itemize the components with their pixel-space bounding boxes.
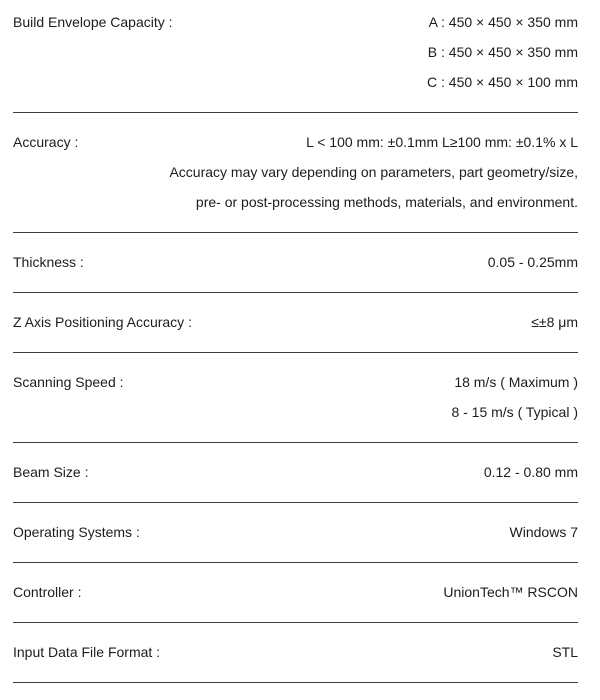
spec-values-build-envelope-capacity [173, 7, 578, 97]
spec-value-line: B : 450 × 450 × 350 mm [427, 44, 578, 60]
spec-value-line: 18 m/s ( Maximum ) [454, 374, 578, 390]
spec-value-line: UnionTech™ RSCON [443, 584, 578, 600]
spec-label-controller: Controller : [13, 584, 82, 600]
spec-value-line: L < 100 mm: ±0.1mm L≥100 mm: ±0.1% x L [306, 134, 578, 150]
spec-row-controller [13, 563, 578, 623]
spec-value-line: STL [552, 644, 578, 660]
spec-row-thickness [13, 233, 578, 293]
spec-values-scanning-speed [124, 367, 578, 427]
spec-values-input-data-file-format [160, 637, 578, 667]
spec-label-accuracy: Accuracy : [13, 134, 79, 150]
spec-row-build-envelope-capacity [13, 0, 578, 113]
spec-value-line: Windows 7 [509, 524, 578, 540]
spec-value-line: Accuracy may vary depending on parameters, part geometry/size, [169, 164, 578, 180]
spec-label-thickness: Thickness : [13, 254, 84, 270]
spec-values-accuracy [78, 127, 578, 217]
spec-values-operating-systems [140, 517, 578, 547]
spec-value-line: 8 - 15 m/s ( Typical ) [451, 404, 578, 420]
spec-label-scanning-speed: Scanning Speed : [13, 374, 124, 390]
spec-label-input-data-file-format: Input Data File Format : [13, 644, 161, 660]
spec-values-z-axis-positioning-accuracy [192, 307, 578, 337]
spec-row-operating-systems [13, 503, 578, 563]
spec-value-line: 0.12 - 0.80 mm [483, 464, 578, 480]
spec-value-line: ≤±8 μm [531, 314, 578, 330]
spec-row-input-data-file-format [13, 623, 578, 683]
spec-label-beam-size: Beam Size : [13, 464, 89, 480]
spec-label-build-envelope-capacity: Build Envelope Capacity : [13, 14, 173, 30]
spec-label-operating-systems: Operating Systems : [13, 524, 140, 540]
spec-value-line: A : 450 × 450 × 350 mm [428, 14, 578, 30]
spec-row-scanning-speed [13, 353, 578, 443]
spec-label-z-axis-positioning-accuracy: Z Axis Positioning Accuracy : [13, 314, 192, 330]
spec-values-controller [81, 577, 578, 607]
spec-values-thickness [84, 247, 578, 277]
spec-value-line: 0.05 - 0.25mm [487, 254, 578, 270]
spec-values-beam-size [88, 457, 578, 487]
spec-row-accuracy [13, 113, 578, 233]
spec-value-line: pre- or post-processing methods, materials, and environment. [195, 194, 578, 210]
spec-value-line: C : 450 × 450 × 100 mm [427, 74, 578, 90]
spec-row-beam-size [13, 443, 578, 503]
spec-row-z-axis-positioning-accuracy [13, 293, 578, 353]
